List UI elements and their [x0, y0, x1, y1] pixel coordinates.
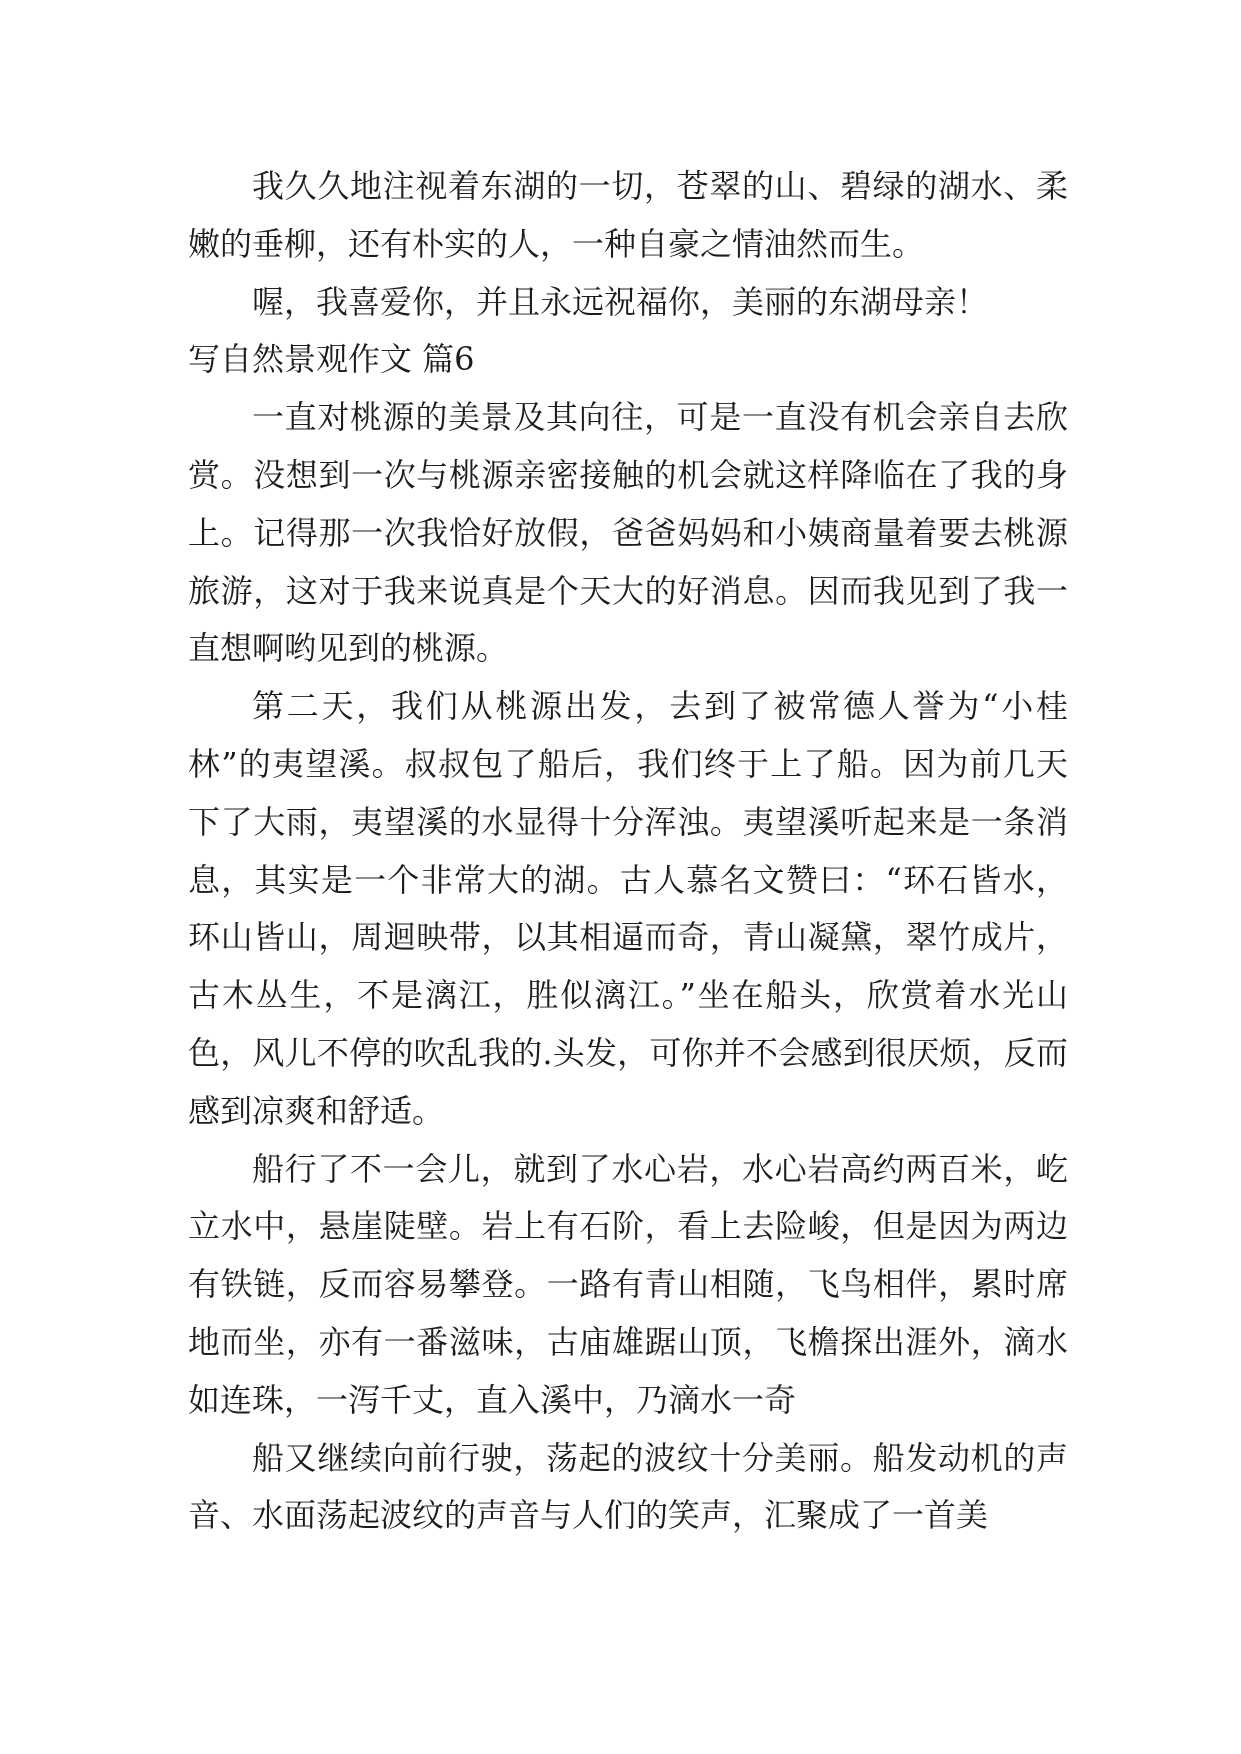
paragraph: 船行了不一会儿，就到了水心岩，水心岩高约两百米，屹立水中，悬崖陡壁。岩上有石阶，看上去险峻，但是因为两边有铁链，反而容易攀登。一路有青山相随，飞鸟相伴，累时席地而坐，亦有一番滋味，古庙雄踞山顶，飞檐探出涯外，滴水如连珠，一泻千丈，直入溪中，乃滴水一奇 — [188, 1149, 1068, 1419]
paragraph: 我久久地注视着东湖的一切，苍翠的山、碧绿的湖水、柔嫩的垂柳，还有朴实的人，一种自豪之情油然而生。 — [188, 167, 1068, 263]
section-title: 写自然景观作文 篇6 — [188, 340, 475, 379]
paragraph: 一直对桃源的美景及其向往，可是一直没有机会亲自去欣赏。没想到一次与桃源亲密接触的机会就这样降临在了我的身上。记得那一次我恰好放假，爸爸妈妈和小姨商量着要去桃源旅游，这对于我来说真是个天大的好消息。因而我见到了我一直想啊哟见到的桃源。 — [188, 398, 1068, 668]
paragraph: 船又继续向前行驶，荡起的波纹十分美丽。船发动机的声音、水面荡起波纹的声音与人们的笑声，汇聚成了一首美 — [188, 1438, 1068, 1535]
paragraph: 第二天，我们从桃源出发，去到了被常德人誉为“小桂林”的夷望溪。叔叔包了船后，我们终于上了船。因为前几天下了大雨，夷望溪的水显得十分浑浊。夷望溪听起来是一条消息，其实是一个非常大的湖。古人慕名文赞曰：“环石皆水，环山皆山，周迴映带，以其相逼而奇，青山凝黛，翠竹成片，古木丛生，不是漓江，胜似漓江。”坐在船头，欣赏着水光山色，风儿不停的吹乱我的.头发，可你并不会感到很厌烦，反而感到凉爽和舒适。 — [188, 687, 1068, 1130]
paragraph: 喔，我喜爱你，并且永远祝福你，美丽的东湖母亲！ — [252, 282, 989, 321]
document-body — [188, 158, 1068, 1545]
